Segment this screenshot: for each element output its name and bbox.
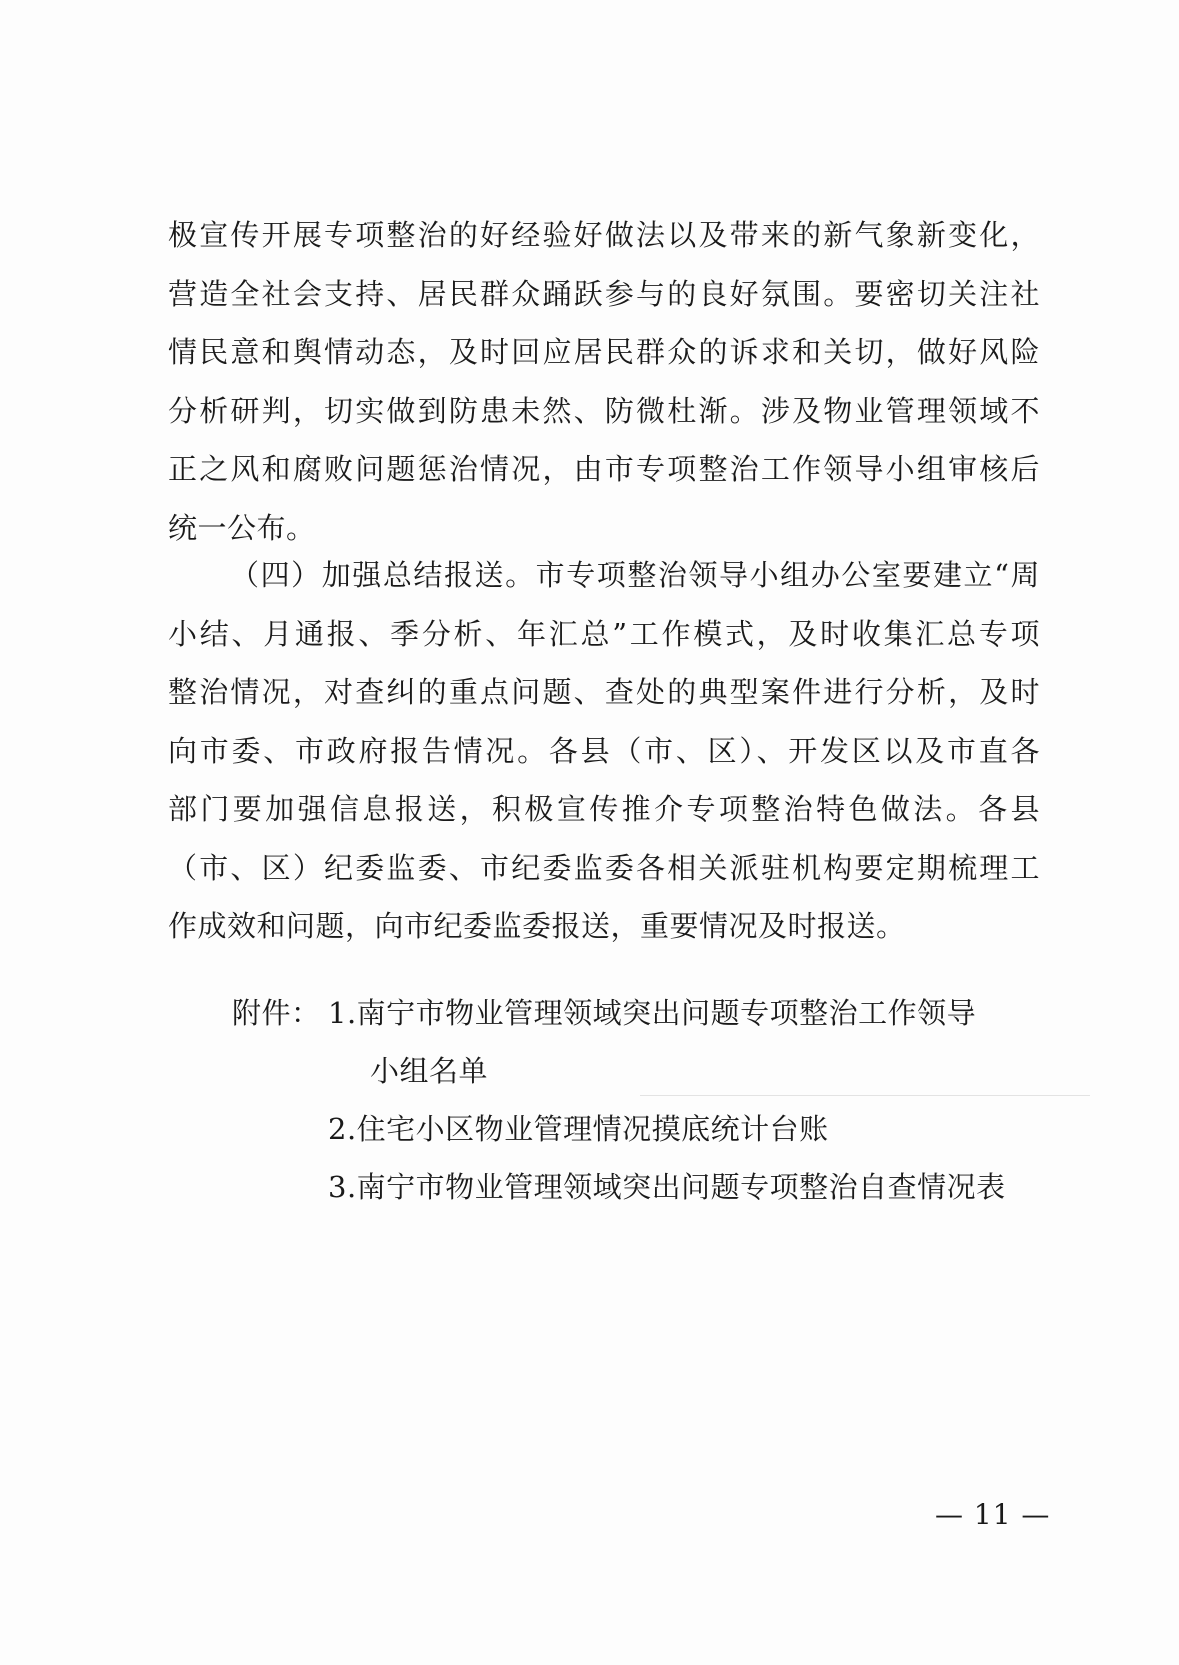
text-line: 向市委、市政府报告情况。各县（市、区）、开发区以及市直各 — [168, 733, 1040, 768]
page-number: — 11 — — [935, 1498, 1051, 1531]
paragraph-summary-report — [168, 546, 1040, 956]
attachments-label: 附件： — [232, 996, 321, 1030]
attachment-item-3: 3.南宁市物业管理领域突出问题专项整治自查情况表 — [328, 1170, 1006, 1204]
scan-artifact-line — [640, 1095, 1090, 1096]
text-line: 分析研判，切实做到防患未然、防微杜渐。涉及物业管理领域不 — [168, 393, 1040, 428]
text-line: 营造全社会支持、居民群众踊跃参与的良好氛围。要密切关注社 — [168, 276, 1040, 311]
attachment-item-2: 2.住宅小区物业管理情况摸底统计台账 — [328, 1112, 829, 1146]
text-line: 正之风和腐败问题惩治情况，由市专项整治工作领导小组审核后 — [168, 452, 1040, 486]
text-line: （市、区）纪委监委、市纪委监委各相关派驻机构要定期梳理工 — [168, 850, 1040, 885]
text-line: 作成效和问题，向市纪委监委报送，重要情况及时报送。 — [168, 909, 906, 943]
text-line: 极宣传开展专项整治的好经验好做法以及带来的新气象新变化， — [168, 218, 1040, 252]
text-line: 部门要加强信息报送，积极宣传推介专项整治特色做法。各县 — [168, 792, 1040, 826]
paragraph-publicity — [168, 206, 1040, 557]
attachment-item-1-continued: 小组名单 — [370, 1054, 489, 1088]
text-line: 小结、月通报、季分析、年汇总”工作模式，及时收集汇总专项 — [168, 616, 1040, 651]
text-line: （四）加强总结报送。市专项整治领导小组办公室要建立“周 — [230, 558, 1040, 592]
text-line: 统一公布。 — [168, 510, 316, 545]
text-line: 整治情况，对查纠的重点问题、查处的典型案件进行分析，及时 — [168, 675, 1040, 709]
attachment-item-1: 1.南宁市物业管理领域突出问题专项整治工作领导 — [328, 996, 977, 1030]
text-line: 情民意和舆情动态，及时回应居民群众的诉求和关切，做好风险 — [168, 335, 1040, 369]
